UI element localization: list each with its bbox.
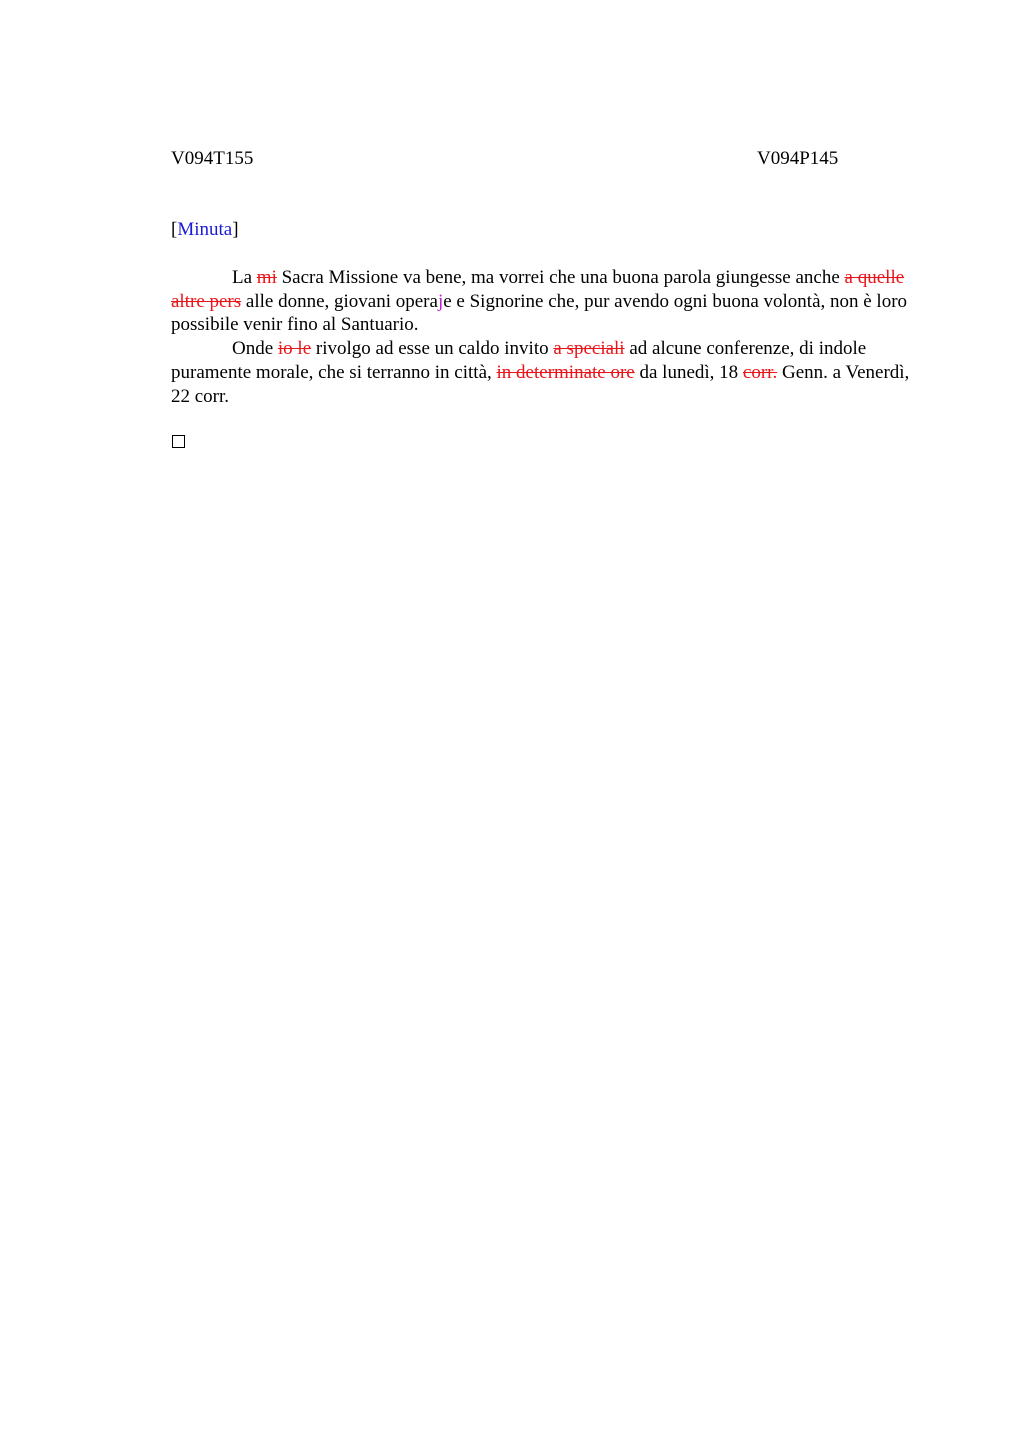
letter-body [171, 266, 926, 408]
text-segment: Onde [232, 338, 278, 360]
open-bracket: [ [171, 219, 178, 240]
text-segment: rivolgo ad esse un caldo invito [311, 338, 554, 360]
text-segment: Sacra Missione va bene, ma vorrei che una buona parola giungesse anche [276, 267, 845, 288]
deleted-text: a speciali [553, 338, 625, 360]
deleted-text: a quelle altre pers [171, 267, 905, 312]
document-type-label [171, 218, 239, 242]
deleted-text: in determinate ore [496, 361, 635, 383]
text-segment: da lunedì, 18 [634, 361, 743, 383]
text-segment: e e Signorine che, pur avendo ogni buona volontà, non è loro possibile venir fino al Santuario. [171, 290, 908, 336]
text-segment: ad alcune conferenze, di indole puramente morale, che si terranno in città, [171, 338, 867, 383]
deleted-text: mi [256, 267, 277, 288]
deleted-text: corr. [742, 361, 778, 383]
document-code-left: V094T155 [171, 148, 254, 169]
text-segment: Genn. a Venerdì, 22 corr. [171, 361, 910, 407]
text-segment: La [232, 267, 257, 288]
paragraph-2 [171, 337, 926, 408]
document-code-right: V094P145 [757, 148, 839, 169]
end-of-document-box-icon [172, 435, 185, 448]
paragraph-1 [171, 266, 926, 337]
deleted-text: io le [277, 338, 312, 360]
text-segment: alle donne, giovani opera [241, 290, 438, 312]
close-bracket: ] [232, 219, 239, 240]
document-type-minuta: Minuta [177, 219, 233, 240]
inserted-text: j [437, 290, 444, 312]
